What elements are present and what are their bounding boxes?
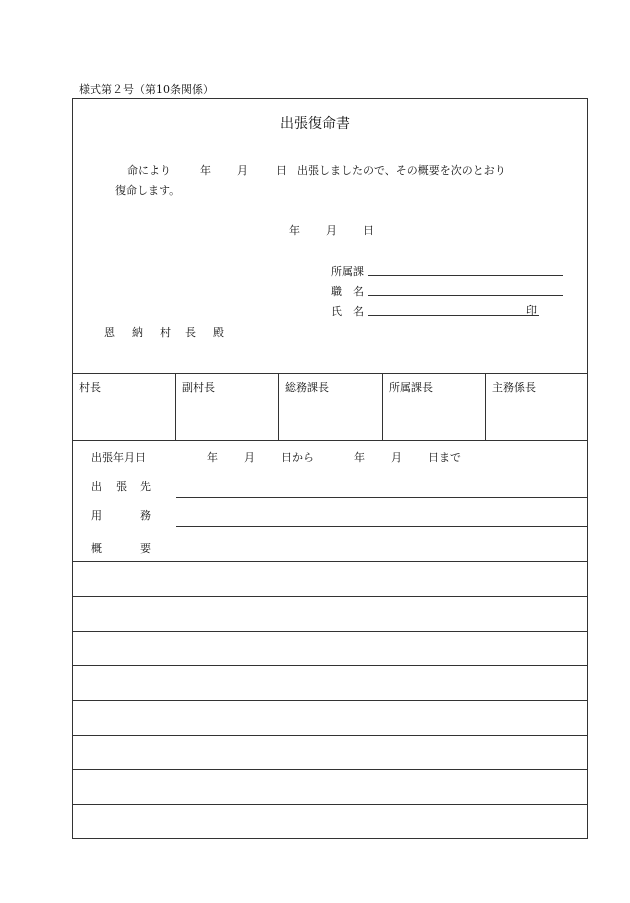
position-label-1: 職 (331, 285, 342, 298)
intro-year: 年 (200, 164, 211, 177)
addressee-char-5: 殿 (213, 326, 224, 339)
approval-divider-3 (382, 373, 383, 440)
dept-field[interactable] (368, 262, 563, 276)
addressee-char-2: 納 (132, 326, 143, 339)
summary-line[interactable] (72, 700, 588, 701)
summary-line[interactable] (72, 665, 588, 666)
approval-row-top-line (72, 373, 588, 374)
seal-mark: 印 (526, 304, 537, 317)
destination-label-3: 先 (140, 480, 151, 493)
approval-dept-chief: 所属課長 (389, 381, 433, 394)
summary-line[interactable] (72, 769, 588, 770)
position-field[interactable] (368, 282, 563, 296)
trip-period-label: 出張年月日 (91, 451, 146, 464)
name-field[interactable] (368, 302, 539, 316)
approval-divider-2 (278, 373, 279, 440)
approval-mayor: 村長 (79, 381, 101, 394)
intro-text: 出張しましたので、その概要を次のとおり (297, 164, 506, 177)
summary-label-2: 要 (140, 542, 151, 555)
form-frame (72, 98, 588, 839)
intro-line2: 復命します。 (115, 184, 181, 197)
addressee-char-1: 恩 (104, 326, 115, 339)
form-title: 出張復命書 (280, 116, 350, 132)
report-date-year: 年 (289, 224, 300, 237)
dept-label: 所属課 (331, 265, 364, 278)
summary-line[interactable] (72, 735, 588, 736)
trip-end-day: 日まで (428, 451, 461, 464)
intro-by-order: 命により (127, 164, 171, 177)
report-date-day: 日 (363, 224, 374, 237)
report-date-month: 月 (326, 224, 337, 237)
form-number-label: 様式第２号（第10条関係） (79, 83, 214, 96)
approval-divider-1 (175, 373, 176, 440)
summary-line[interactable] (72, 631, 588, 632)
purpose-label-1: 用 (91, 509, 102, 522)
addressee-char-3: 村 (160, 326, 171, 339)
summary-line[interactable] (72, 561, 588, 562)
approval-deputy-mayor: 副村長 (182, 381, 215, 394)
addressee-char-4: 長 (185, 326, 196, 339)
destination-label-2: 張 (116, 480, 127, 493)
trip-end-year: 年 (354, 451, 365, 464)
summary-line[interactable] (72, 596, 588, 597)
intro-month: 月 (237, 164, 248, 177)
intro-day: 日 (276, 164, 287, 177)
name-label-2: 名 (353, 305, 364, 318)
approval-general-affairs-chief: 総務課長 (285, 381, 329, 394)
trip-start-month: 月 (244, 451, 255, 464)
position-label-2: 名 (353, 285, 364, 298)
destination-field-line[interactable] (176, 497, 588, 498)
summary-line[interactable] (72, 804, 588, 805)
destination-label-1: 出 (91, 480, 102, 493)
approval-divider-4 (485, 373, 486, 440)
summary-label-1: 概 (91, 542, 102, 555)
trip-end-month: 月 (391, 451, 402, 464)
purpose-field-line[interactable] (176, 526, 588, 527)
trip-start-year: 年 (207, 451, 218, 464)
approval-section-chief: 主務係長 (492, 381, 536, 394)
purpose-label-2: 務 (140, 509, 151, 522)
approval-row-bottom-line (72, 440, 588, 441)
name-label-1: 氏 (331, 305, 342, 318)
trip-start-day: 日から (281, 451, 314, 464)
